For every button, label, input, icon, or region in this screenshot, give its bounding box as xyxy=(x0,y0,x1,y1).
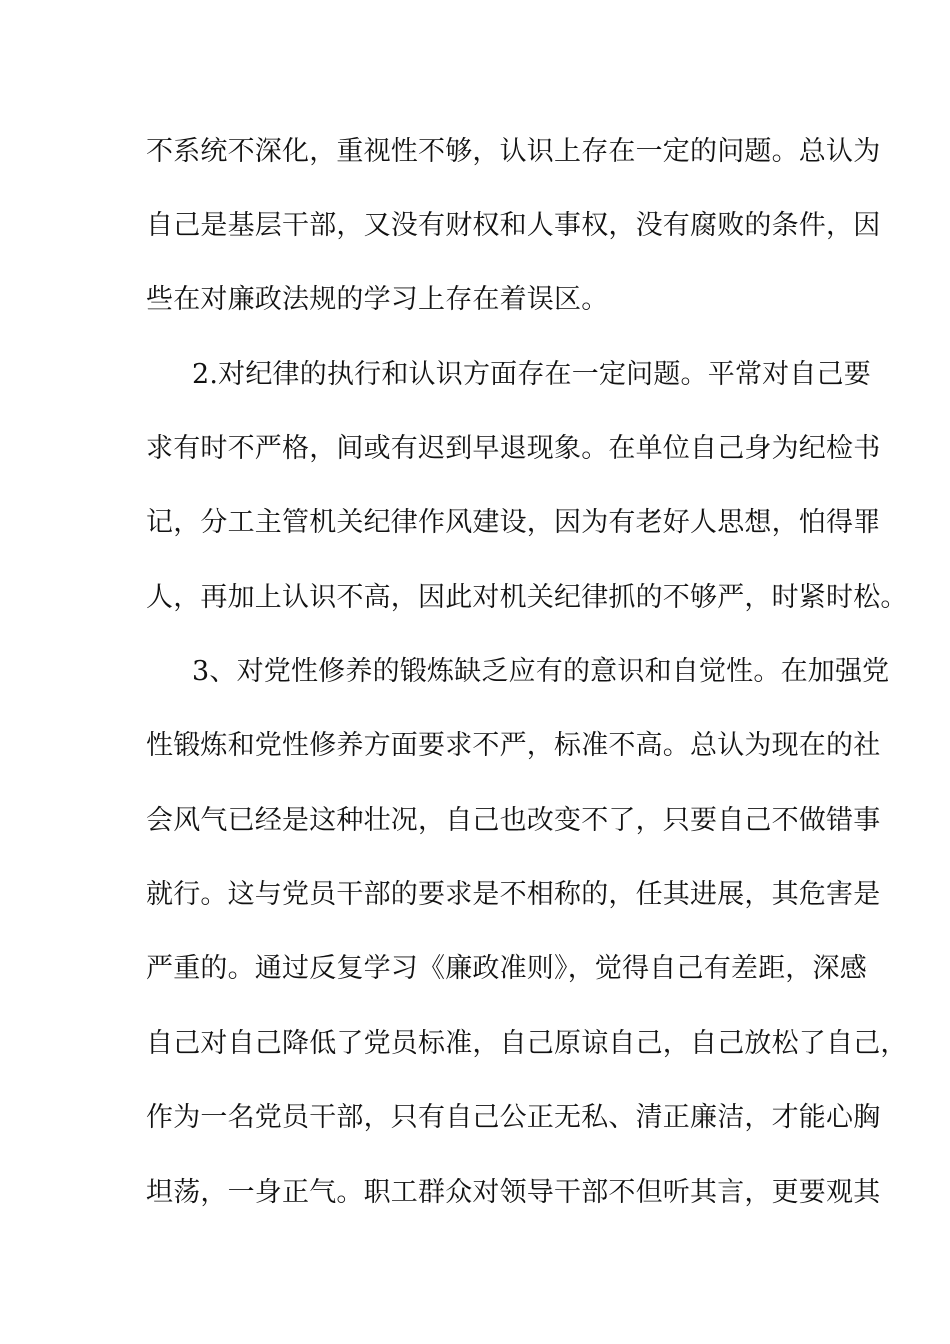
text-line: 人，再加上认识不高，因此对机关纪律抓的不够严，时紧时松。 xyxy=(146,582,908,613)
text-line: 不系统不深化，重视性不够，认识上存在一定的问题。总认为 xyxy=(146,136,881,167)
text-line: 作为一名党员干部，只有自己公正无私、清正廉洁，才能心胸 xyxy=(146,1102,881,1133)
text-line: 会风气已经是这种壮况，自己也改变不了，只要自己不做错事 xyxy=(146,805,881,836)
text-line: 求有时不严格，间或有迟到早退现象。在单位自己身为纪检书 xyxy=(146,433,881,464)
text-line: 严重的。通过反复学习《廉政准则》，觉得自己有差距，深感 xyxy=(146,953,867,984)
paragraph-start-line: 3、对党性修养的锻炼缺乏应有的意识和自觉性。在加强党 xyxy=(192,656,890,687)
paragraph-start-line: 2.对纪律的执行和认识方面存在一定问题。平常对自己要 xyxy=(192,359,871,390)
text-line: 性锻炼和党性修养方面要求不严，标准不高。总认为现在的社 xyxy=(146,730,881,761)
text-line: 些在对廉政法规的学习上存在着误区。 xyxy=(146,284,609,315)
text-line: 自己对自己降低了党员标准，自己原谅自己，自己放松了自己， xyxy=(146,1028,908,1059)
text-line: 坦荡，一身正气。职工群众对领导干部不但听其言，更要观其 xyxy=(146,1177,881,1208)
text-line: 记，分工主管机关纪律作风建设，因为有老好人思想，怕得罪 xyxy=(146,507,881,538)
text-line: 自己是基层干部，又没有财权和人事权，没有腐败的条件，因 xyxy=(146,210,881,241)
text-line: 就行。这与党员干部的要求是不相称的，任其进展，其危害是 xyxy=(146,879,881,910)
